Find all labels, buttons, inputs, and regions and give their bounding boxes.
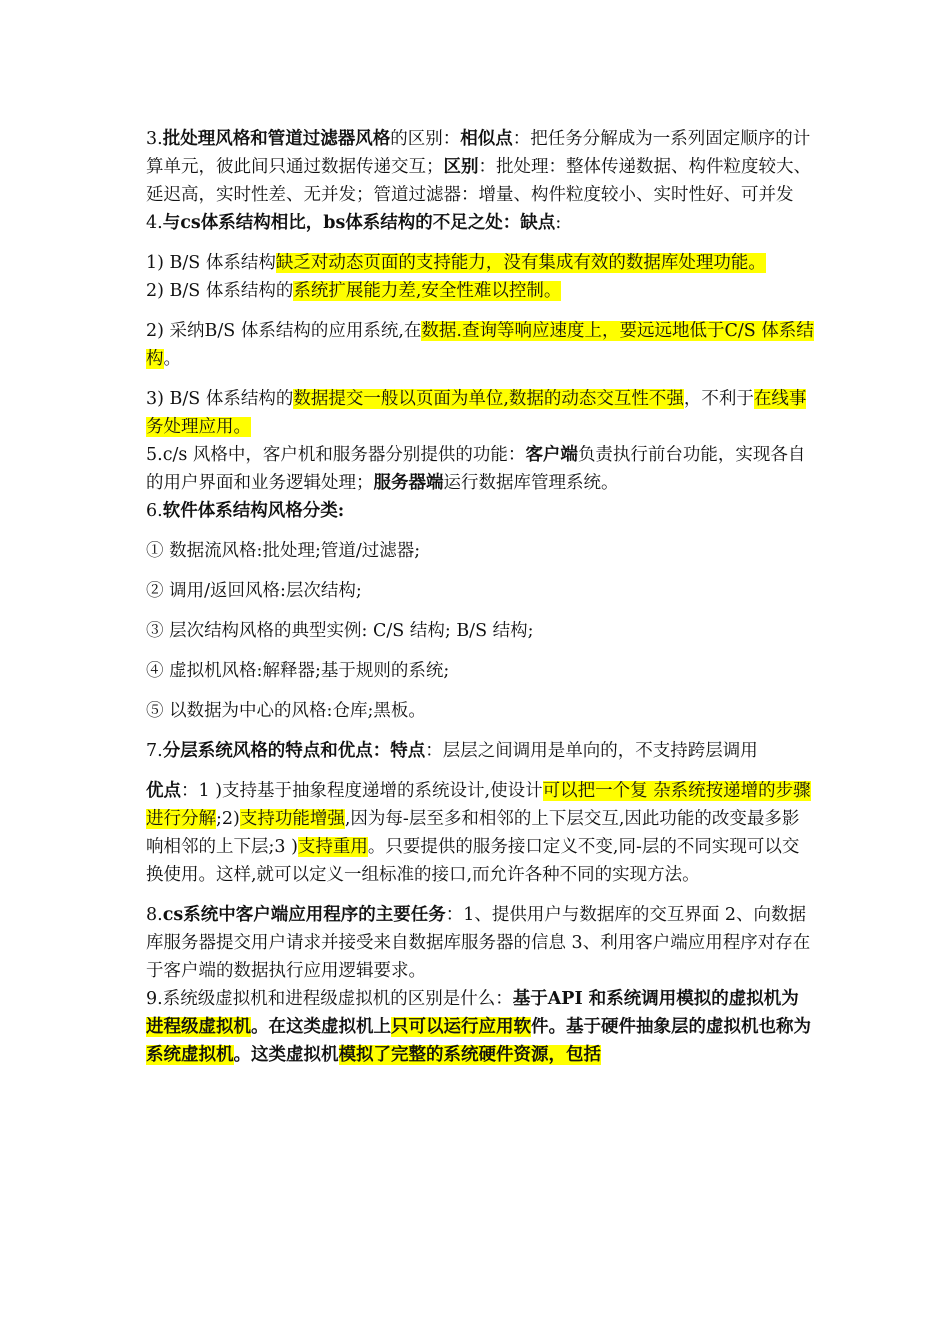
paragraph-4-item-1: 1) B/S 体系结构缺乏对动态页面的支持能力，没有集成有效的数据库处理功能。 bbox=[146, 253, 766, 273]
paragraph-6-heading: 6.软件体系结构风格分类: bbox=[146, 501, 345, 521]
paragraph-4-item-3: 2) 采纳B/S 体系结构的应用系统,在数据.查询等响应速度上，要远远地低于C/S 体系结构。 bbox=[146, 321, 814, 369]
list-item: ⑤ 以数据为中心的风格:仓库;黑板。 bbox=[146, 701, 426, 721]
paragraph-9: 9.系统级虚拟机和进程级虚拟机的区别是什么：基于API 和系统调用模拟的虚拟机为进程级虚拟机。在这类虚拟机上只可以运行应用软件。基于硬件抽象层的虚拟机也称为系统虚拟机。这类虚拟机模拟了完整的系统硬件资源，包括 bbox=[146, 989, 811, 1065]
paragraph-5: 5.c/s 风格中，客户机和服务器分别提供的功能：客户端负责执行前台功能，实现各自的用户界面和业务逻辑处理；服务器端运行数据库管理系统。 bbox=[146, 445, 806, 493]
list-item: ① 数据流风格:批处理;管道/过滤器; bbox=[146, 541, 421, 561]
paragraph-4-heading: 4.与cs体系结构相比，bs体系结构的不足之处：缺点: bbox=[146, 213, 562, 233]
paragraph-3: 3.批处理风格和管道过滤器风格的区别：相似点：把任务分解成为一系列固定顺序的计算单元，彼此间只通过数据传递交互；区别：批处理：整体传递数据、构件粒度较大、延迟高，实时性差、无并发；管道过滤器：增量、构件粒度较小、实时性好、可并发 bbox=[146, 129, 811, 205]
list-item: ③ 层次结构风格的典型实例: C/S 结构; B/S 结构; bbox=[146, 621, 534, 641]
paragraph-8: 8.cs系统中客户端应用程序的主要任务：1、提供用户与数据库的交互界面 2、向数据库服务器提交用户请求并接受来自数据库服务器的信息 3、利用客户端应用程序对存在于客户端的数据执行应用逻辑要求。 bbox=[146, 905, 811, 981]
list-item: ② 调用/返回风格:层次结构; bbox=[146, 581, 362, 601]
list-item: ④ 虚拟机风格:解释器;基于规则的系统; bbox=[146, 661, 450, 681]
paragraph-7-advantages: 优点：1 )支持基于抽象程度递增的系统设计,使设计可以把一个复 杂系统按递增的步骤进行分解;2)支持功能增强,因为每-层至多和相邻的上下层交互,因此功能的改变最多影响相邻的上下层;3 )支持重用。只要提供的服务接口定义不变,同-层的不同实现可以交换使用。这样,就可以定义一组标准的接口,而允许各种不同的实现方法。 bbox=[146, 781, 811, 885]
paragraph-4-item-4: 3) B/S 体系结构的数据提交一般以页面为单位,数据的动态交互性不强，不利于在线事务处理应用。 bbox=[146, 389, 807, 437]
paragraph-4-item-2: 2) B/S 体系结构的系统扩展能力差,安全性难以控制。 bbox=[146, 281, 562, 301]
paragraph-7-heading: 7.分层系统风格的特点和优点：特点：层层之间调用是单向的，不支持跨层调用 bbox=[146, 741, 758, 761]
document-body bbox=[146, 125, 816, 1069]
